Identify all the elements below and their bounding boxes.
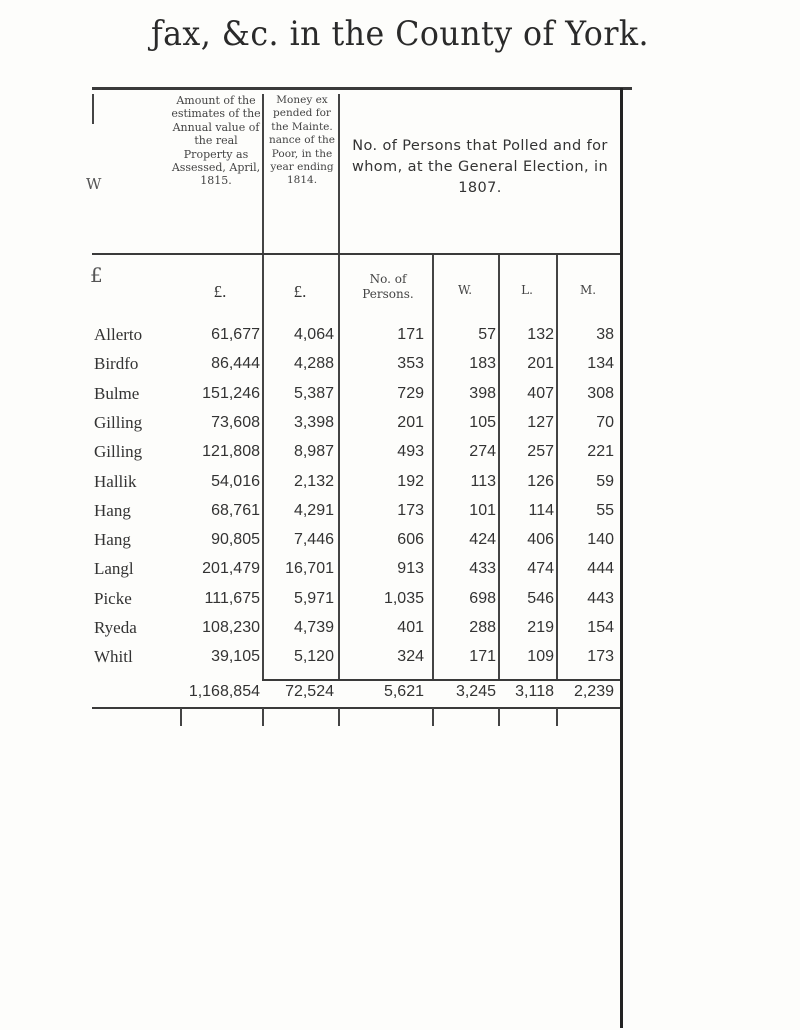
cell-amount: 73,608 — [211, 413, 260, 431]
cell-amount: 111,675 — [204, 589, 260, 607]
cell-amount: 90,805 — [211, 531, 260, 549]
tick-6 — [556, 708, 558, 726]
table-row — [0, 440, 800, 464]
sub-m: M. — [579, 283, 597, 297]
header-rule — [92, 253, 620, 255]
cell-name: Bulme — [94, 383, 140, 403]
table-row — [0, 382, 800, 406]
cell-l: 127 — [527, 413, 554, 431]
cell-money: 4,291 — [293, 501, 334, 519]
cell-persons: 493 — [397, 443, 424, 461]
header-money: Money ex pended for the Mainte. nance of the Poor, in the year ending 1814. — [269, 94, 335, 187]
cell-persons: 401 — [397, 619, 424, 636]
cell-w: 433 — [469, 560, 496, 578]
total-l: 3,118 — [515, 683, 554, 700]
cell-l: 114 — [528, 501, 554, 519]
unit-amount: £. — [213, 282, 227, 301]
cell-l: 546 — [527, 589, 554, 607]
cell-m: 221 — [587, 443, 614, 461]
cell-name: Whitl — [94, 647, 133, 667]
tick-3 — [338, 708, 340, 726]
row-label-fragment: W — [86, 175, 102, 193]
cell-w: 113 — [470, 472, 496, 490]
cell-l: 257 — [527, 443, 554, 461]
cell-persons: 729 — [397, 384, 424, 402]
row-label-glyph: £ — [90, 263, 103, 287]
cell-persons: 201 — [397, 413, 424, 431]
total-amount: 1,168,854 — [188, 683, 260, 700]
cell-w: 105 — [469, 413, 496, 431]
cell-m: 308 — [587, 384, 614, 402]
cell-l: 474 — [527, 560, 554, 578]
cell-amount: 86,444 — [211, 355, 260, 373]
tick-4 — [432, 708, 434, 726]
cell-m: 59 — [596, 472, 614, 490]
cell-name: Hallik — [94, 471, 137, 491]
total-m: 2,239 — [573, 683, 614, 700]
cell-amount: 121,808 — [202, 443, 260, 461]
total-w: 3,245 — [455, 683, 496, 700]
total-money: 72,524 — [285, 683, 334, 700]
cell-amount: 108,230 — [202, 619, 260, 636]
cell-persons: 606 — [397, 531, 424, 549]
cell-persons: 171 — [397, 326, 424, 343]
cell-persons: 913 — [397, 560, 424, 578]
tick-5 — [498, 708, 500, 726]
cell-amount: 151,246 — [202, 384, 260, 402]
table-row — [0, 587, 800, 611]
tick-1 — [180, 708, 182, 726]
cell-amount: 201,479 — [202, 560, 260, 578]
cell-money: 7,446 — [293, 531, 334, 549]
page-title: ƒax, &c. in the County of York. — [150, 14, 650, 54]
top-rule — [92, 87, 632, 90]
cell-m: 444 — [587, 560, 614, 578]
cell-m: 134 — [587, 355, 614, 373]
cell-name: Gilling — [94, 442, 143, 462]
totals-rule — [262, 679, 620, 681]
table-row — [0, 616, 800, 640]
unit-money: £. — [293, 282, 307, 301]
cell-money: 4,739 — [293, 619, 334, 636]
cell-persons: 324 — [397, 648, 424, 666]
cell-name: Gilling — [94, 412, 143, 432]
header-amount: Amount of the estimates of the Annual value of the real Property as Assessed, April, 1815. — [171, 94, 261, 188]
cell-w: 274 — [469, 443, 496, 461]
cell-m: 55 — [596, 501, 614, 519]
table-row — [0, 557, 800, 581]
cell-name: Langl — [94, 559, 134, 579]
cell-name: Allerto — [94, 325, 143, 344]
cell-money: 4,288 — [293, 355, 334, 373]
tick-2 — [262, 708, 264, 726]
cell-m: 154 — [587, 619, 614, 636]
sub-persons: No. of Persons. — [362, 272, 414, 301]
table-row — [0, 411, 800, 435]
cell-persons: 1,035 — [383, 589, 424, 607]
cell-m: 443 — [587, 589, 614, 607]
cell-l: 109 — [527, 648, 554, 666]
cell-l: 406 — [527, 531, 554, 549]
cell-money: 4,064 — [293, 326, 334, 343]
cell-money: 5,971 — [293, 589, 334, 607]
cell-m: 140 — [587, 531, 614, 549]
cell-money: 8,987 — [293, 443, 334, 461]
cell-name: Picke — [94, 588, 132, 608]
header-persons: No. of Persons that Polled and for whom, at the General Election, in 1807. — [351, 138, 609, 196]
cell-amount: 61,677 — [211, 326, 260, 343]
table-row — [0, 352, 800, 376]
cell-name: Hang — [94, 530, 131, 550]
cell-w: 57 — [478, 326, 496, 343]
cell-name: Ryeda — [94, 618, 137, 637]
sub-l: L. — [521, 283, 533, 297]
cell-w: 101 — [469, 501, 496, 519]
cell-m: 173 — [587, 648, 614, 666]
bottom-rule — [92, 707, 620, 709]
cell-l: 132 — [527, 326, 554, 343]
table-row — [0, 645, 800, 669]
table-row — [0, 499, 800, 523]
cell-w: 398 — [469, 384, 496, 402]
cell-m: 70 — [596, 413, 614, 431]
cell-m: 38 — [596, 326, 614, 343]
table-row — [0, 323, 800, 347]
cell-name: Birdfo — [94, 354, 139, 374]
cell-persons: 173 — [397, 501, 424, 519]
cell-name: Hang — [94, 500, 131, 520]
cell-money: 16,701 — [285, 560, 334, 578]
cell-l: 407 — [527, 384, 554, 402]
table-row — [0, 528, 800, 552]
cell-amount: 39,105 — [211, 648, 260, 666]
cell-amount: 54,016 — [211, 472, 260, 490]
col-divider-left — [92, 94, 94, 124]
cell-w: 288 — [469, 619, 496, 636]
cell-money: 5,387 — [293, 384, 334, 402]
cell-money: 2,132 — [293, 472, 334, 490]
total-persons: 5,621 — [383, 683, 424, 700]
sub-w: W. — [457, 283, 473, 297]
cell-l: 219 — [527, 619, 554, 636]
cell-w: 424 — [469, 531, 496, 549]
cell-money: 5,120 — [293, 648, 334, 666]
cell-money: 3,398 — [293, 413, 334, 431]
cell-l: 126 — [527, 472, 554, 490]
cell-w: 183 — [469, 355, 496, 373]
cell-persons: 353 — [397, 355, 424, 373]
table-row — [0, 470, 800, 494]
cell-w: 171 — [469, 648, 496, 666]
cell-l: 201 — [527, 355, 554, 373]
cell-persons: 192 — [397, 472, 424, 490]
cell-amount: 68,761 — [211, 501, 260, 519]
cell-w: 698 — [469, 589, 496, 607]
